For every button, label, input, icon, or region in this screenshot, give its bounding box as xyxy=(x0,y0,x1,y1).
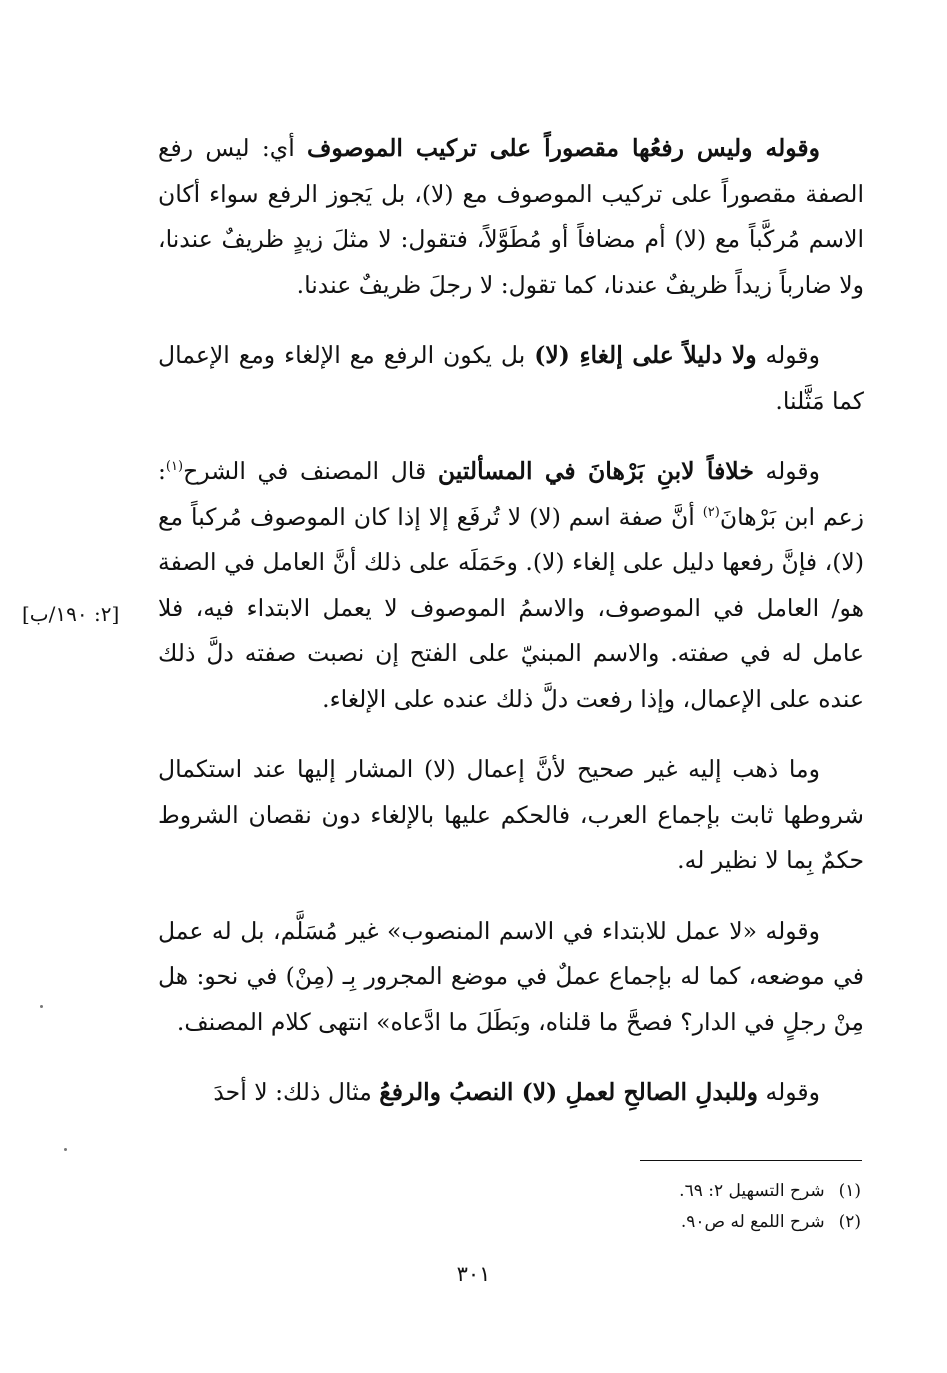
paragraph-text: بل يكون الرفع مع الإلغاء ومع الإعمال كما مَثَّلنا. xyxy=(158,341,864,415)
paragraph-5 xyxy=(158,909,864,1046)
paragraph-6 xyxy=(158,1070,864,1116)
quoted-phrase: وقوله وليس رفعُها مقصوراً على تركيب الموصوف xyxy=(307,134,820,162)
paragraph-text: أنَّ صفة اسم (لا) لا تُرفَع إلا إذا كان الموصوف مُركباً مع (لا)، فإنَّ رفعها دليل على إلغاء (لا). وحَمَلَه على ذلك أنَّ العامل في الصفة هو/ العامل في الموصوف، والاسمُ الموصوف لا يعمل الابتداء فيه، فلا عامل له في صفته. والاسم المبنيّ على الفتح إن نصبت صفته دلَّ ذلك عنده على الإعمال، وإذا رفعت دلَّ ذلك عنده على الإلغاء. xyxy=(158,502,864,713)
footnote-number: (٢) xyxy=(838,1212,861,1232)
paragraph-text: وقوله xyxy=(753,457,820,485)
paragraph-4 xyxy=(158,747,864,884)
footnotes xyxy=(461,1176,861,1238)
paragraph-3 xyxy=(158,449,864,722)
footnote-ref-2: (٢) xyxy=(702,504,720,520)
page-number: ٣٠١ xyxy=(456,1262,491,1286)
footnote-text: شرح اللمع له ص٩٠. xyxy=(680,1212,825,1232)
paragraph-text: وقوله «لا عمل للابتداء في الاسم المنصوب» غير مُسَلَّم، بل له عمل في موضعه، كما له بإجماع عملٌ في موضع المجرور بِـ (مِنْ) في نحو: هل مِنْ رجلٍ في الدار؟ فصحَّ ما قلناه، وبَطَلَ ما ادَّعاه» انتهى كلام المصنف. xyxy=(158,916,864,1036)
footnote-number: (١) xyxy=(838,1181,861,1201)
footnote-1 xyxy=(461,1176,861,1207)
paragraph-text: أي: ليس رفع الصفة مقصوراً على تركيب الموصوف مع (لا)، بل يَجوز الرفع سواء أكان الاسم مُركَّباً مع (لا) أم مضافاً أو مُطَوَّلاً، فتقول: لا مثلَ زيدٍ ظريفٌ عندنا، ولا ضارباً زيداً ظريفٌ عندنا، كما تقول: لا رجلَ ظريفٌ عندنا. xyxy=(158,134,864,299)
manuscript-folio-note: [٢: ١٩٠/ب] xyxy=(22,602,120,626)
paragraph-text: وما ذهب إليه غير صحيح لأنَّ إعمال (لا) المشار إليها عند استكمال شروطها ثابت بإجماع العرب، فالحكم عليها بالإلغاء دون نقصان الشروط حكمٌ بِما لا نظير له. xyxy=(158,755,864,874)
paragraph-1 xyxy=(158,126,864,308)
footnote-text: شرح التسهيل ٢: ٦٩. xyxy=(679,1181,825,1201)
footnote-2 xyxy=(461,1207,861,1238)
quoted-phrase: وللبدلِ الصالحِ لعملِ (لا) النصبُ والرفعُ xyxy=(379,1078,759,1106)
paragraph-text: مثال ذلك: لا أحدَ xyxy=(213,1078,380,1106)
paragraph-text: وقوله xyxy=(758,1078,820,1106)
paragraph-2 xyxy=(158,333,864,424)
paragraph-text: : زعم ابن بَرْهانَ xyxy=(158,457,864,531)
paragraph-text: قال المصنف في الشرح xyxy=(183,457,438,485)
scan-speck xyxy=(40,1005,43,1008)
footnote-ref-1: (١) xyxy=(165,459,184,475)
quoted-phrase: خلافاً لابنِ بَرْهانَ في المسألتين xyxy=(437,457,754,485)
main-text xyxy=(158,126,864,1141)
quoted-phrase: ولا دليلاً على إلغاءِ (لا) xyxy=(534,341,757,369)
footnote-divider xyxy=(640,1160,862,1161)
scan-speck xyxy=(64,1148,67,1151)
paragraph-text: وقوله xyxy=(756,341,821,369)
